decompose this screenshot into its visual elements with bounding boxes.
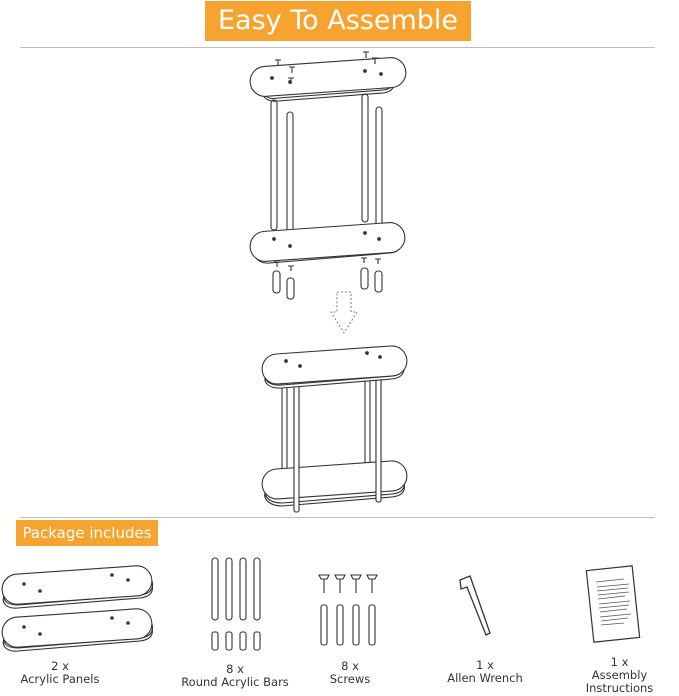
assembled-table xyxy=(261,345,408,512)
exploded-feet xyxy=(273,268,382,299)
item-assembly-instructions xyxy=(560,656,679,695)
item-name: Allen Wrench xyxy=(447,671,523,685)
exploded-bottom-panel xyxy=(249,222,406,264)
exploded-view xyxy=(249,52,407,299)
down-arrow-icon xyxy=(331,292,357,333)
acrylic-panels-illustration xyxy=(1,565,153,651)
item-allen-wrench xyxy=(430,659,540,685)
item-qty: 8 x xyxy=(226,662,244,676)
item-round-acrylic-bars xyxy=(170,663,300,689)
item-acrylic-panels xyxy=(0,660,120,686)
item-name: Assembly Instructions xyxy=(585,668,654,695)
exploded-upper-bars xyxy=(271,94,382,236)
item-screws xyxy=(300,660,400,686)
item-qty: 1 x xyxy=(610,655,629,669)
item-name: Round Acrylic Bars xyxy=(181,675,289,689)
assembly-instructions-icon xyxy=(586,566,639,642)
page-title: Easy To Assemble xyxy=(205,1,471,41)
item-name: Acrylic Panels xyxy=(20,672,100,686)
package-includes-heading: Package includes xyxy=(16,520,158,546)
item-qty: 2 x xyxy=(51,659,69,673)
item-name: Screws xyxy=(329,672,371,686)
round-acrylic-bars-illustration xyxy=(212,558,260,650)
screws-illustration xyxy=(319,575,377,645)
item-qty: 8 x xyxy=(341,659,359,673)
middle-divider xyxy=(20,517,655,518)
exploded-top-panel xyxy=(249,57,407,102)
allen-wrench-icon xyxy=(460,576,490,635)
item-qty: 1 x xyxy=(476,658,494,672)
